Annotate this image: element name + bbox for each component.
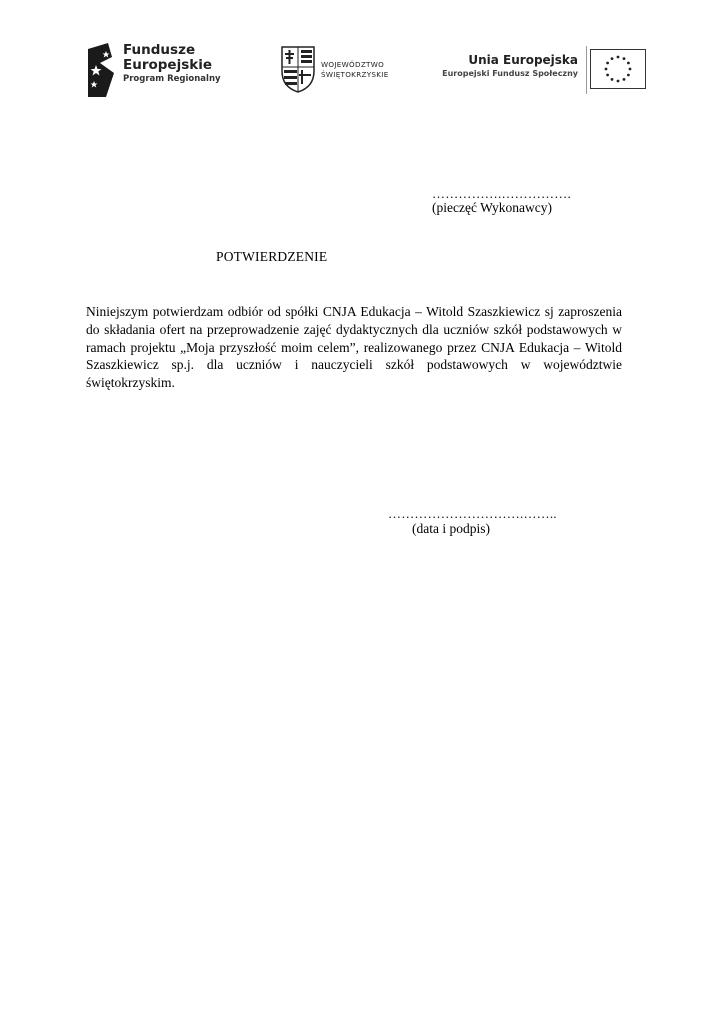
stamp-label: (pieczęć Wykonawcy) — [432, 200, 552, 215]
signature-dotted-line: ………………………….…….. — [388, 506, 557, 521]
stamp-dotted-line: …………….……………. — [432, 186, 571, 201]
fundusze-europejskie-icon — [86, 43, 116, 97]
document-title: POTWIERDZENIE — [216, 249, 328, 264]
confirmation-body: Niniejszym potwierdzam odbiór od spółki CNJA Edukacja – Witold Szaszkiewicz sj zaproszenia do składania ofert na przeprowadzenie zajęć dydaktycznych dla uczniów szkół podstawowych w ramach projektu „Moja przyszłość moim celem”, realizowanego przez CNJA Edukacja – Witold Szaszkiewicz sp.j. dla uczniów i nauczycieli szkół podstawowych w województwie świętokrzyskim. — [86, 304, 622, 391]
logo-bar — [0, 0, 724, 110]
europejskie-line: Europejskie — [123, 57, 213, 73]
unia-europejska-logo — [442, 46, 650, 94]
wojewodztwo-line: WOJEWÓDZTWO — [321, 60, 385, 69]
fundusze-europejskie-logo — [86, 43, 236, 97]
swietokrzyskie-line: ŚWIĘTOKRZYSKIE — [321, 70, 389, 79]
signature-label: (data i podpis) — [412, 521, 490, 536]
program-regionalny-line: Program Regionalny — [123, 74, 221, 84]
efs-line: Europejski Fundusz Społeczny — [442, 69, 578, 78]
wojewodztwo-swietokrzyskie-logo — [280, 45, 410, 95]
fundusze-line: Fundusze — [123, 42, 196, 58]
logo-divider — [586, 46, 587, 94]
unia-europejska-line: Unia Europejska — [468, 53, 578, 67]
eu-flag-icon — [590, 49, 646, 89]
coat-of-arms-icon — [280, 45, 316, 93]
